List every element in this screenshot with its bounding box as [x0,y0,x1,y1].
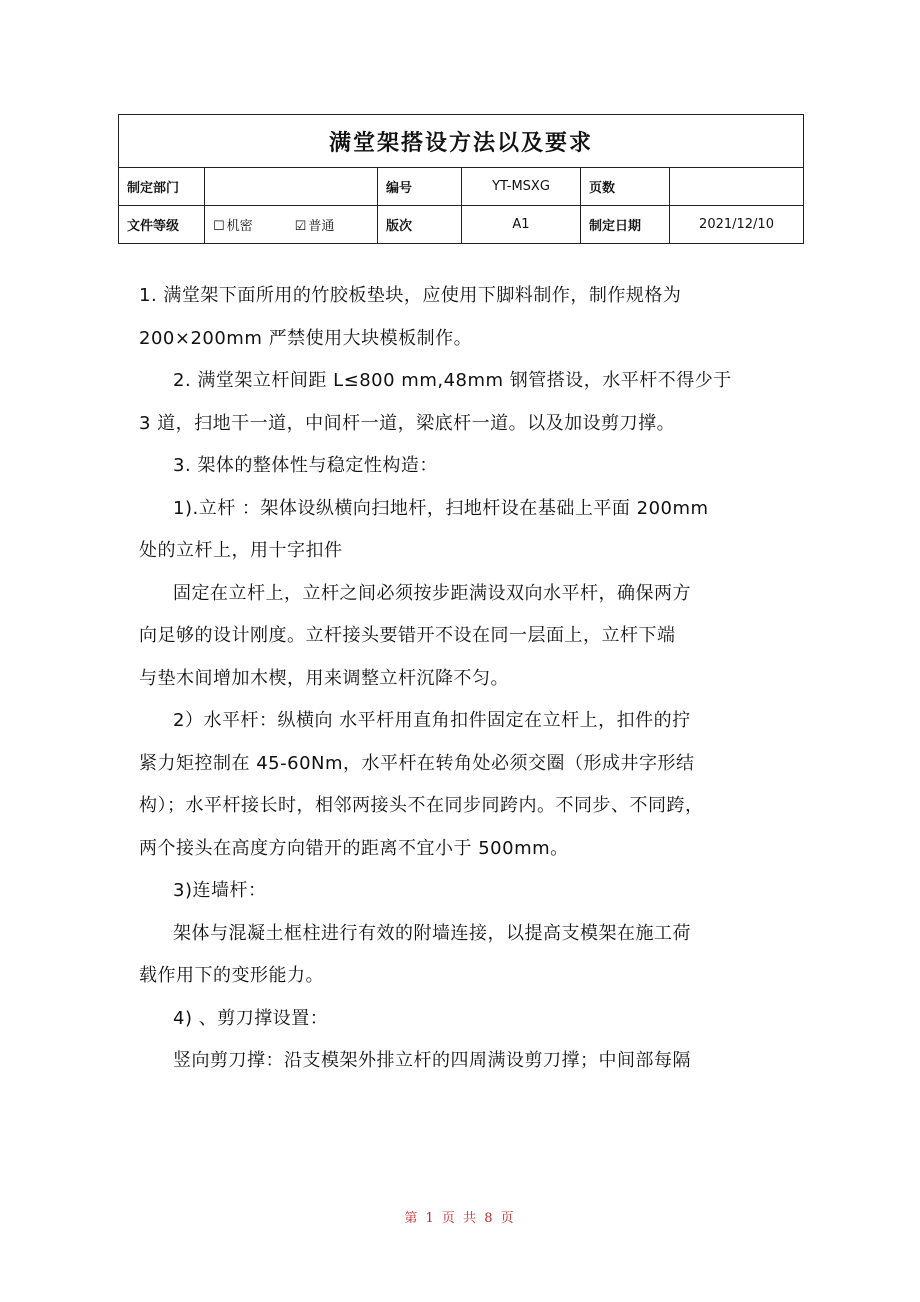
body-line: 1).立杆 ：架体设纵横向扫地杆，扫地杆设在基础上平面 200mm [173,497,709,519]
page-footer: 第 1 页 共 8 页 [404,1211,516,1226]
version-label: 版次 [378,206,462,244]
body-line: 构）；水平杆接长时，相邻两接头不在同步同跨内。不同步、不同跨， [139,795,704,816]
body-line: 3)连墙杆： [173,880,267,901]
body-line: 1. 满堂架下面所用的竹胶板垫块，应使用下脚料制作，制作规格为 [139,285,682,306]
level-option-normal: 普通 [308,219,335,234]
body-line: 2）水平杆：纵横向 水平杆用直角扣件固定在立杆上，扣件的拧 [173,710,691,731]
body-line: 3. 架体的整体性与稳定性构造： [173,455,438,476]
body-line: 向足够的设计刚度。立杆接头要错开不设在同一层面上，立杆下端 [139,625,676,646]
checkbox-unchecked-icon: ☐ [213,219,225,234]
dept-label: 制定部门 [119,168,205,206]
body-line: 竖向剪刀撑：沿支模架外排立杆的四周满设剪刀撑；中间部每隔 [173,1050,691,1071]
number-label: 编号 [378,168,462,206]
document-title: 满堂架搭设方法以及要求 [119,115,804,168]
body-line: 架体与混凝土框柱进行有效的附墙连接，以提高支模架在施工荷 [173,922,691,944]
dept-value [205,168,378,206]
date-value: 2021/12/10 [670,206,804,244]
document-header-table [118,114,804,244]
level-label: 文件等级 [119,206,205,244]
version-value: A1 [462,206,581,244]
pages-value [670,168,804,206]
level-options [205,206,378,244]
pages-label: 页数 [581,168,670,206]
number-value: YT-MSXG [462,168,581,206]
body-line: 200×200mm 严禁使用大块模板制作。 [139,327,473,349]
body-line: 载作用下的变形能力。 [139,965,324,986]
document-body [139,275,784,1083]
body-line: 处的立杆上，用十字扣件 [139,540,343,561]
body-line: 与垫木间增加木楔，用来调整立杆沉降不匀。 [139,667,509,689]
body-line: 4) 、剪刀撑设置： [173,1007,329,1029]
body-line: 紧力矩控制在 45-60Nm，水平杆在转角处必须交圈（形成井字形结 [139,752,695,774]
body-line: 3 道，扫地干一道，中间杆一道，梁底杆一道。以及加设剪刀撑。 [139,412,676,434]
body-line: 2. 满堂架立杆间距 L≤800 mm,48mm 钢管搭设，水平杆不得少于 [173,370,732,391]
date-label: 制定日期 [581,206,670,244]
level-option-confidential: 机密 [226,219,253,234]
checkbox-checked-icon: ☑ [294,219,307,234]
body-line: 两个接头在高度方向错开的距离不宜小于 500mm。 [139,837,569,859]
body-line: 固定在立杆上，立杆之间必须按步距满设双向水平杆，确保两方 [173,582,691,604]
